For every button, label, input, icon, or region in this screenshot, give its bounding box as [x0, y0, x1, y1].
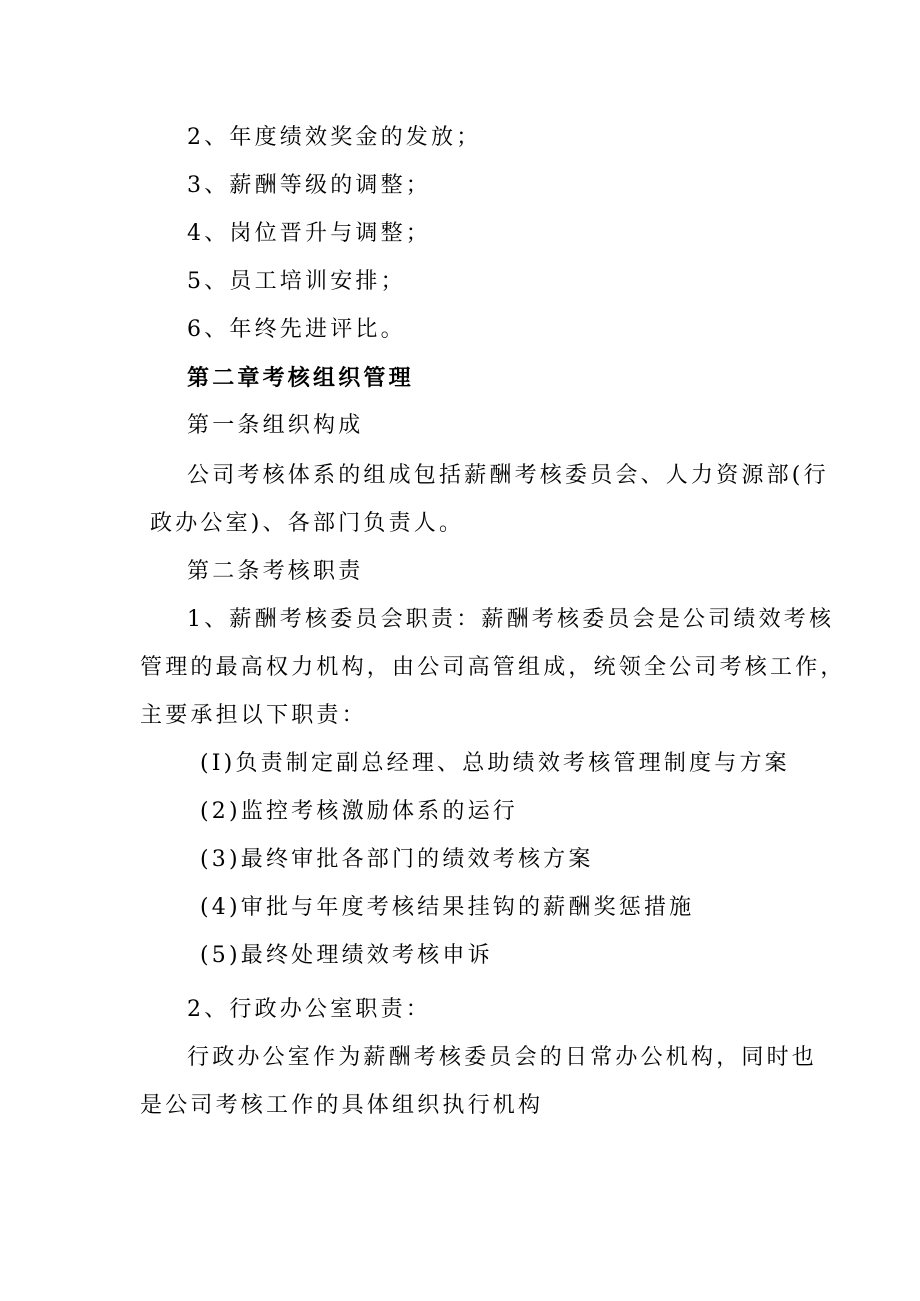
paragraph-line: 主要承担以下职责： — [140, 703, 367, 728]
chapter-heading: 第二章考核组织管理 — [187, 365, 414, 391]
paragraph-line: 行政办公室作为薪酬考核委员会的日常办公机构，同时也 — [187, 1045, 818, 1070]
list-item: (4)审批与年度考核结果挂钩的薪酬奖惩措施 — [200, 895, 695, 920]
list-item: (3)最终审批各部门的绩效考核方案 — [200, 847, 594, 872]
paragraph-line: 公司考核体系的组成包括薪酬考核委员会、人力资源部(行 — [187, 463, 829, 488]
paragraph-line: 政办公室)、各部门负责人。 — [150, 511, 465, 536]
list-item: (5)最终处理绩效考核申诉 — [200, 943, 493, 968]
paragraph-line: 1、薪酬考核委员会职责：薪酬考核委员会是公司绩效考核 — [187, 607, 835, 632]
list-item: 4、岗位晋升与调整； — [187, 221, 431, 246]
article-heading: 第二条考核职责 — [187, 559, 364, 584]
list-item: 6、年终先进评比。 — [187, 317, 406, 342]
list-item: (I)负责制定副总经理、总助绩效考核管理制度与方案 — [200, 751, 790, 776]
list-item: (2)监控考核激励体系的运行 — [200, 799, 518, 824]
list-item: 2、年度绩效奖金的发放； — [187, 125, 482, 150]
list-item: 5、员工培训安排； — [187, 269, 406, 294]
paragraph-line: 管理的最高权力机构，由公司高管组成，统领全公司考核工作， — [140, 655, 846, 680]
article-heading: 第一条组织构成 — [187, 413, 364, 438]
paragraph-line: 是公司考核工作的具体组织执行机构 — [140, 1093, 544, 1118]
paragraph-line: 2、行政办公室职责： — [187, 997, 431, 1022]
list-item: 3、薪酬等级的调整； — [187, 173, 431, 198]
